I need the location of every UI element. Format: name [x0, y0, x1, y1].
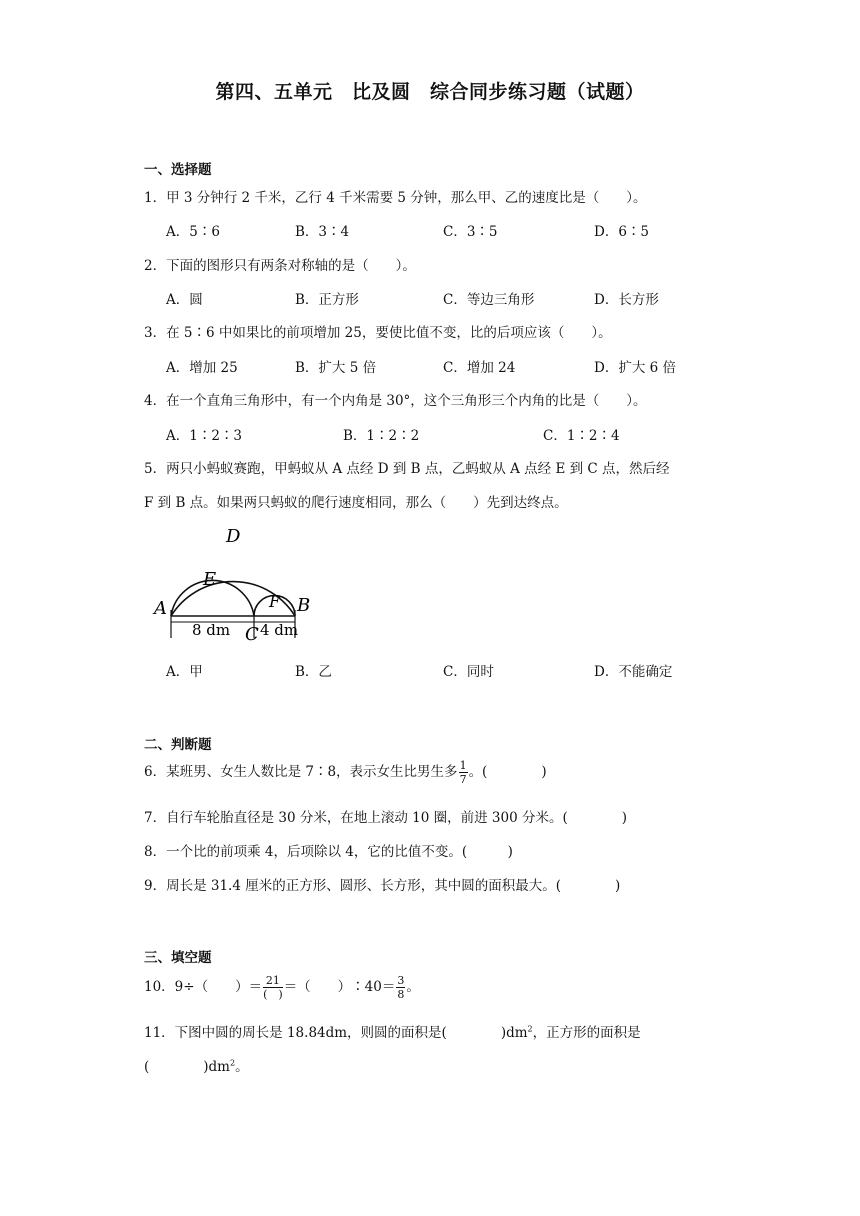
section-heading-judgement: 二、判断题	[144, 737, 212, 753]
label-b: B	[297, 595, 311, 616]
fraction-denominator: ( )	[263, 988, 283, 1001]
option-b: B．乙	[295, 664, 332, 680]
question-11-line-1	[144, 1021, 641, 1041]
question-6-text: 6．某班男、女生人数比是 7∶8，表示女生比男生多	[144, 764, 458, 780]
fraction-21-blank	[263, 975, 283, 1000]
question-6	[144, 760, 547, 785]
fraction-denominator: 7	[459, 773, 467, 786]
option-c: C．1∶2∶4	[543, 428, 620, 444]
question-11-text-d: 。	[235, 1059, 249, 1075]
question-10-part-1: 10．9÷（ ）＝	[144, 979, 263, 995]
length-cb: 4 dm	[260, 621, 299, 639]
question-5-line-2: F 到 B 点。如果两只蚂蚁的爬行速度相同，那么（ ）先到达终点。	[144, 495, 568, 511]
option-b: B．正方形	[295, 292, 359, 308]
label-a: A	[154, 598, 167, 619]
question-9: 9．周长是 31.4 厘米的正方形、圆形、长方形，其中圆的面积最大。( )	[144, 878, 621, 894]
question-11-line-2	[144, 1055, 249, 1075]
question-8: 8．一个比的前项乘 4，后项除以 4，它的比值不变。( )	[144, 844, 513, 860]
question-5-line-1: 5．两只小蚂蚁赛跑，甲蚂蚁从 A 点经 D 到 B 点，乙蚂蚁从 A 点经 E 到 C 点，然后经	[144, 461, 670, 477]
question-2: 2．下面的图形只有两条对称轴的是（ ）。	[144, 258, 416, 274]
label-d: D	[226, 526, 241, 547]
superscript-2: 2	[527, 1024, 533, 1034]
question-10-part-3: 。	[406, 979, 420, 995]
fraction-three-eighths	[396, 975, 405, 1000]
option-a: A．圆	[166, 292, 203, 308]
section-heading-choice: 一、选择题	[144, 162, 212, 178]
option-c: C．等边三角形	[443, 292, 535, 308]
option-b: B．1∶2∶2	[343, 428, 420, 444]
length-ac: 8 dm	[192, 621, 231, 639]
question-11-text-c: ( )dm	[144, 1059, 230, 1075]
option-a: A．1∶2∶3	[166, 428, 243, 444]
question-4: 4．在一个直角三角形中，有一个内角是 30°，这个三角形三个内角的比是（ ）。	[144, 393, 647, 409]
fraction-one-seventh	[459, 760, 468, 785]
question-10	[144, 975, 420, 1000]
label-e: E	[203, 569, 217, 590]
option-b: B．扩大 5 倍	[295, 360, 377, 376]
option-a: A．甲	[166, 664, 203, 680]
question-11-text-b: ，正方形的面积是	[532, 1025, 641, 1041]
semicircle-figure	[148, 522, 318, 644]
superscript-2: 2	[229, 1058, 236, 1068]
question-11-text-a: 11．下图中圆的周长是 18.84dm，则圆的面积是( )dm	[144, 1025, 528, 1041]
question-7: 7．自行车轮胎直径是 30 分米，在地上滚动 10 圈，前进 300 分米。( )	[144, 810, 627, 826]
option-d: D．长方形	[594, 292, 659, 308]
label-f: F	[269, 592, 281, 611]
page-title: 第四、五单元 比及圆 综合同步练习题（试题）	[215, 81, 645, 103]
question-10-part-2: ＝（ ）∶40＝	[283, 979, 396, 995]
option-c: C．增加 24	[443, 360, 516, 376]
option-d: D．6∶5	[594, 224, 650, 240]
section-heading-fill: 三、填空题	[144, 950, 212, 966]
option-c: C．3∶5	[443, 224, 498, 240]
fraction-numerator: 21	[263, 975, 283, 988]
label-c: C	[245, 624, 259, 644]
fraction-denominator: 8	[397, 988, 405, 1001]
question-3: 3．在 5∶6 中如果比的前项增加 25，要使比值不变，比的后项应该（ ）。	[144, 325, 612, 341]
fraction-numerator: 1	[459, 759, 467, 772]
option-b: B．3∶4	[295, 224, 350, 240]
option-d: D．不能确定	[594, 664, 673, 680]
question-1: 1．甲 3 分钟行 2 千米，乙行 4 千米需要 5 分钟，那么甲、乙的速度比是（ ）。	[144, 190, 647, 206]
option-a: A．增加 25	[166, 360, 238, 376]
option-c: C．同时	[443, 664, 494, 680]
question-6-tail: 。( )	[468, 764, 547, 780]
fraction-numerator: 3	[397, 974, 405, 987]
option-d: D．扩大 6 倍	[594, 360, 676, 376]
option-a: A．5∶6	[166, 224, 220, 240]
